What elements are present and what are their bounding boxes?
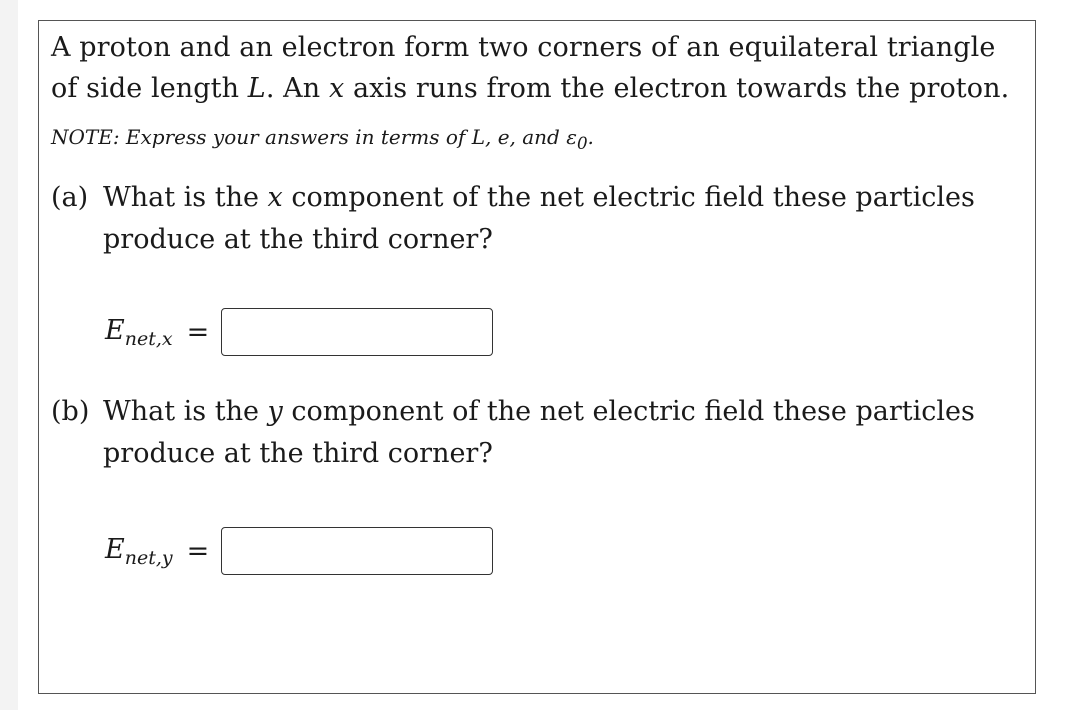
left-gutter xyxy=(0,0,18,710)
part-a-answer-row xyxy=(105,306,493,358)
part-a-label: (a) xyxy=(51,182,89,213)
part-a-answer-input[interactable] xyxy=(221,308,493,356)
problem-line-2: of side length L. An x axis runs from the electron towards the proton. xyxy=(51,73,1010,104)
part-b-question: (b) What is the y component of the net electric field these particles produce at the third corner? xyxy=(51,391,1011,475)
part-b-variable: $E_{net,y}$ xyxy=(105,533,173,569)
var-L: L xyxy=(247,73,266,104)
question-panel xyxy=(38,20,1036,694)
equals-sign: = xyxy=(186,535,210,567)
var-x: x xyxy=(328,73,345,104)
problem-statement xyxy=(51,27,1026,109)
part-b-answer-input[interactable] xyxy=(221,527,493,575)
part-a-question: (a) What is the x component of the net electric field these particles produce at the third corner? xyxy=(51,177,1011,261)
note-text: NOTE: Express your answers in terms of L, e, and $\varepsilon_0$. xyxy=(51,125,594,153)
part-b-label: (b) xyxy=(51,396,90,427)
equals-sign: = xyxy=(186,316,210,348)
part-b-answer-row xyxy=(105,525,493,577)
part-a-variable: $E_{net,x}$ xyxy=(105,314,173,350)
problem-line-1: A proton and an electron form two corners of an equilateral triangle xyxy=(51,32,996,63)
